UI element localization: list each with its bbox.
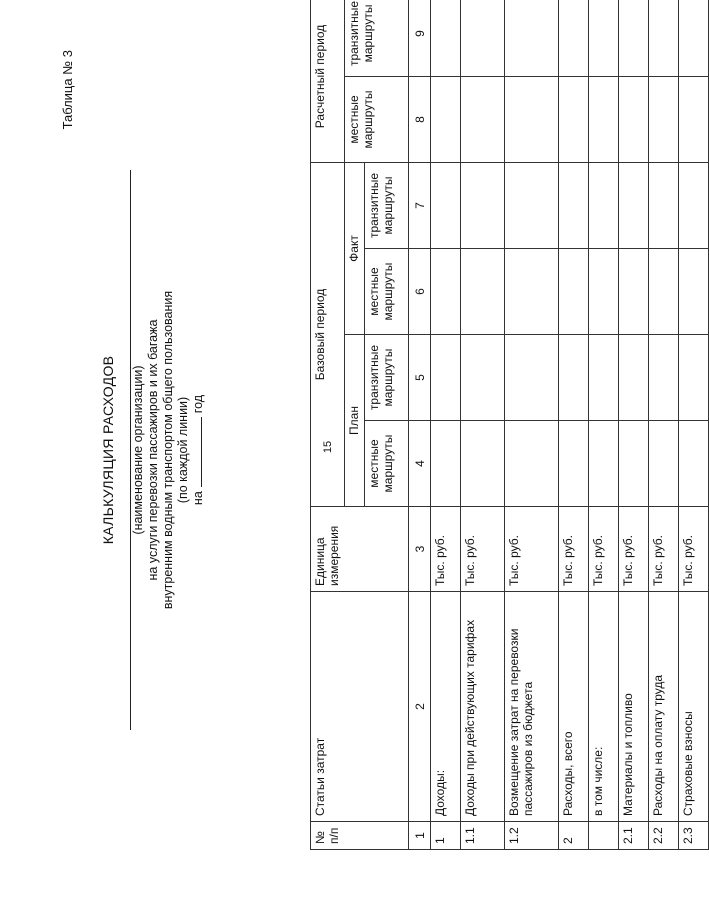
row-item: Доходы: (431, 592, 461, 822)
value-cell (619, 0, 649, 76)
value-cell (649, 0, 679, 76)
value-cell (619, 335, 649, 421)
column-number: 4 (409, 421, 431, 507)
table-row (461, 0, 505, 850)
row-unit: Тыс. руб. (431, 507, 461, 592)
row-item: Возмещение затрат на перевозки пассажиров из бюджета (505, 592, 559, 822)
value-cell (431, 421, 461, 507)
value-cell (431, 0, 461, 76)
table-row (679, 0, 709, 850)
value-cell (649, 162, 679, 248)
value-cell (619, 249, 649, 335)
col-header-base-period: Базовый период (311, 162, 345, 506)
row-unit: Тыс. руб. (589, 507, 619, 592)
value-cell (431, 335, 461, 421)
value-cell (679, 76, 709, 162)
header-row-1 (311, 0, 345, 850)
value-cell (649, 335, 679, 421)
col-header-item: Статьи затрат (311, 592, 409, 822)
value-cell (461, 249, 505, 335)
col-header-plan: План (345, 335, 365, 507)
document-title: КАЛЬКУЛЯЦИЯ РАСХОДОВ (100, 355, 116, 545)
row-number: 1 (431, 822, 461, 850)
row-number: 1.2 (505, 822, 559, 850)
column-number: 9 (409, 0, 431, 76)
col-header-plan-local: местные маршруты (365, 421, 409, 507)
table-row (559, 0, 589, 850)
column-number: 3 (409, 507, 431, 592)
value-cell (431, 162, 461, 248)
value-cell (559, 162, 589, 248)
value-cell (461, 162, 505, 248)
subtitle-line-4: (по каждой линии) (176, 396, 190, 504)
value-cell (589, 0, 619, 76)
row-item: в том числе: (589, 592, 619, 822)
value-cell (649, 421, 679, 507)
table-row (505, 0, 559, 850)
value-cell (505, 335, 559, 421)
value-cell (505, 421, 559, 507)
row-number: 2.1 (619, 822, 649, 850)
row-number: 1.1 (461, 822, 505, 850)
value-cell (559, 335, 589, 421)
value-cell (461, 76, 505, 162)
value-cell (559, 0, 589, 76)
row-item: Доходы при действующих тарифах (461, 592, 505, 822)
document-header (100, 20, 206, 880)
value-cell (505, 76, 559, 162)
year-prefix: на (191, 491, 205, 506)
row-item: Страховые взносы (679, 592, 709, 822)
value-cell (589, 162, 619, 248)
col-header-plan-transit: транзитные маршруты (365, 335, 409, 421)
col-header-fact-local: местные маршруты (365, 249, 409, 335)
value-cell (505, 162, 559, 248)
value-cell (505, 0, 559, 76)
col-header-unit: Единица измерения (311, 507, 409, 592)
column-number: 6 (409, 249, 431, 335)
subtitle-line-1: (наименование организации) (131, 365, 145, 535)
column-number: 2 (409, 592, 431, 822)
row-unit: Тыс. руб. (679, 507, 709, 592)
value-cell (505, 249, 559, 335)
value-cell (431, 76, 461, 162)
year-line (191, 20, 206, 880)
table-row (649, 0, 679, 850)
column-number: 7 (409, 162, 431, 248)
value-cell (679, 335, 709, 421)
rotated-sheet (20, 0, 695, 880)
column-number: 8 (409, 76, 431, 162)
row-item: Расходы на оплату труда (649, 592, 679, 822)
value-cell (649, 249, 679, 335)
year-blank (201, 417, 202, 487)
table-row (431, 0, 461, 850)
row-number (589, 822, 619, 850)
value-cell (559, 421, 589, 507)
value-cell (589, 421, 619, 507)
col-header-fact: Факт (345, 162, 365, 334)
value-cell (559, 249, 589, 335)
value-cell (589, 249, 619, 335)
table-number: Таблица № 3 (60, 50, 75, 130)
value-cell (619, 162, 649, 248)
value-cell (461, 0, 505, 76)
year-suffix: год (191, 394, 205, 414)
value-cell (619, 421, 649, 507)
col-header-calc-period: Расчетный период (311, 0, 345, 162)
value-cell (431, 249, 461, 335)
value-cell (679, 162, 709, 248)
value-cell (559, 76, 589, 162)
row-unit: Тыс. руб. (619, 507, 649, 592)
value-cell (461, 335, 505, 421)
table-row (619, 0, 649, 850)
column-number: 5 (409, 335, 431, 421)
column-number-row (409, 0, 431, 850)
value-cell (619, 76, 649, 162)
value-cell (589, 76, 619, 162)
subtitle-line-3: внутренним водным транспортом общего пользования (161, 290, 175, 610)
value-cell (679, 249, 709, 335)
row-number: 2.2 (649, 822, 679, 850)
page-number: 15 (322, 440, 335, 454)
row-unit: Тыс. руб. (649, 507, 679, 592)
col-header-calc-local: местные маршруты (345, 76, 409, 162)
row-item: Расходы, всего (559, 592, 589, 822)
cost-calculation-table (310, 0, 709, 850)
value-cell (589, 335, 619, 421)
value-cell (649, 76, 679, 162)
value-cell (679, 421, 709, 507)
col-header-calc-transit: транзитные маршруты (345, 0, 409, 76)
row-number: 2.3 (679, 822, 709, 850)
row-unit: Тыс. руб. (559, 507, 589, 592)
subtitle-line-2: на услуги перевозки пассажиров и их багажа (146, 319, 160, 581)
row-number: 2 (559, 822, 589, 850)
value-cell (461, 421, 505, 507)
row-unit: Тыс. руб. (505, 507, 559, 592)
row-unit: Тыс. руб. (461, 507, 505, 592)
col-header-fact-transit: транзитные маршруты (365, 162, 409, 248)
table-row (589, 0, 619, 850)
column-number: 1 (409, 822, 431, 850)
col-header-no: № п/п (311, 822, 409, 850)
row-item: Материалы и топливо (619, 592, 649, 822)
value-cell (679, 0, 709, 76)
